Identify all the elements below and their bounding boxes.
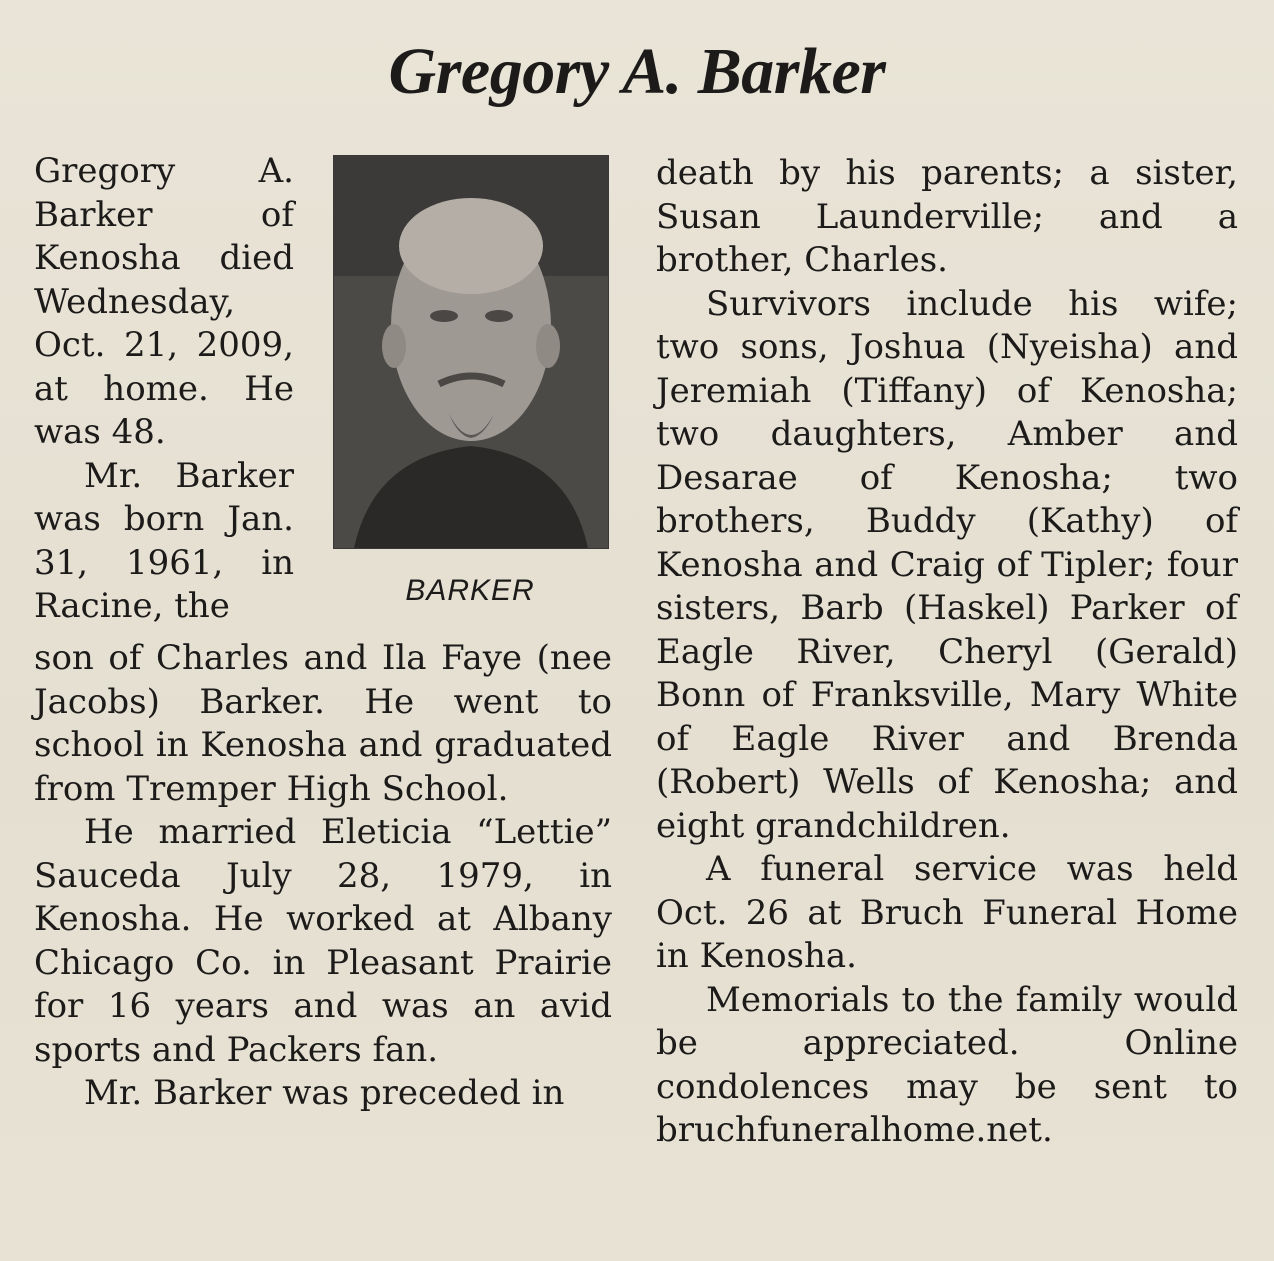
photo-caption: BARKER	[405, 574, 535, 607]
portrait-photo	[333, 155, 609, 549]
paragraph-memorials: Memorials to the family would be appreciated. Online condolences may be sent to bruchfuneralhome.net.	[656, 979, 1238, 1150]
paragraph-birth: Mr. Barker was born Jan. 31, 1961, in Racine, the	[34, 455, 294, 626]
obituary-headline: Gregory A. Barker	[388, 35, 886, 108]
left-column-top	[34, 150, 294, 629]
portrait-image	[334, 156, 608, 548]
paragraph-preceded-continued: death by his parents; a sister, Susan Launderville; and a brother, Charles.	[656, 153, 1238, 280]
paragraph-survivors: Survivors include his wife; two sons, Joshua (Nyeisha) and Jeremiah (Tiffany) of Kenosha; two daughters, Amber and Desarae of Kenosha; two brothers, Buddy (Kathy) of Kenosha and Craig of Tipler; four sisters, Barb (Haskel) Parker of Eagle River, Cheryl (Gerald) Bonn of Franksville, Mary White of Eagle River and Brenda (Robert) Wells of Kenosha; and eight grandchildren.	[656, 283, 1238, 846]
paragraph-parents-school: son of Charles and Ila Faye (nee Jacobs) Barker. He went to school in Kenosha and graduated from Tremper High School.	[34, 638, 612, 809]
left-column-bottom	[34, 637, 612, 1116]
paragraph-funeral: A funeral service was held Oct. 26 at Bruch Funeral Home in Kenosha.	[656, 849, 1238, 976]
paragraph-marriage-work: He married Eleticia “Lettie” Sauceda July 28, 1979, in Kenosha. He worked at Albany Chicago Co. in Pleasant Prairie for 16 years and was an avid sports and Packers fan.	[34, 812, 612, 1070]
paragraph-death-notice: Gregory A. Barker of Kenosha died Wednesday, Oct. 21, 2009, at home. He was 48.	[34, 151, 294, 452]
right-column	[656, 152, 1238, 1153]
paragraph-preceded: Mr. Barker was preceded in	[84, 1073, 565, 1113]
